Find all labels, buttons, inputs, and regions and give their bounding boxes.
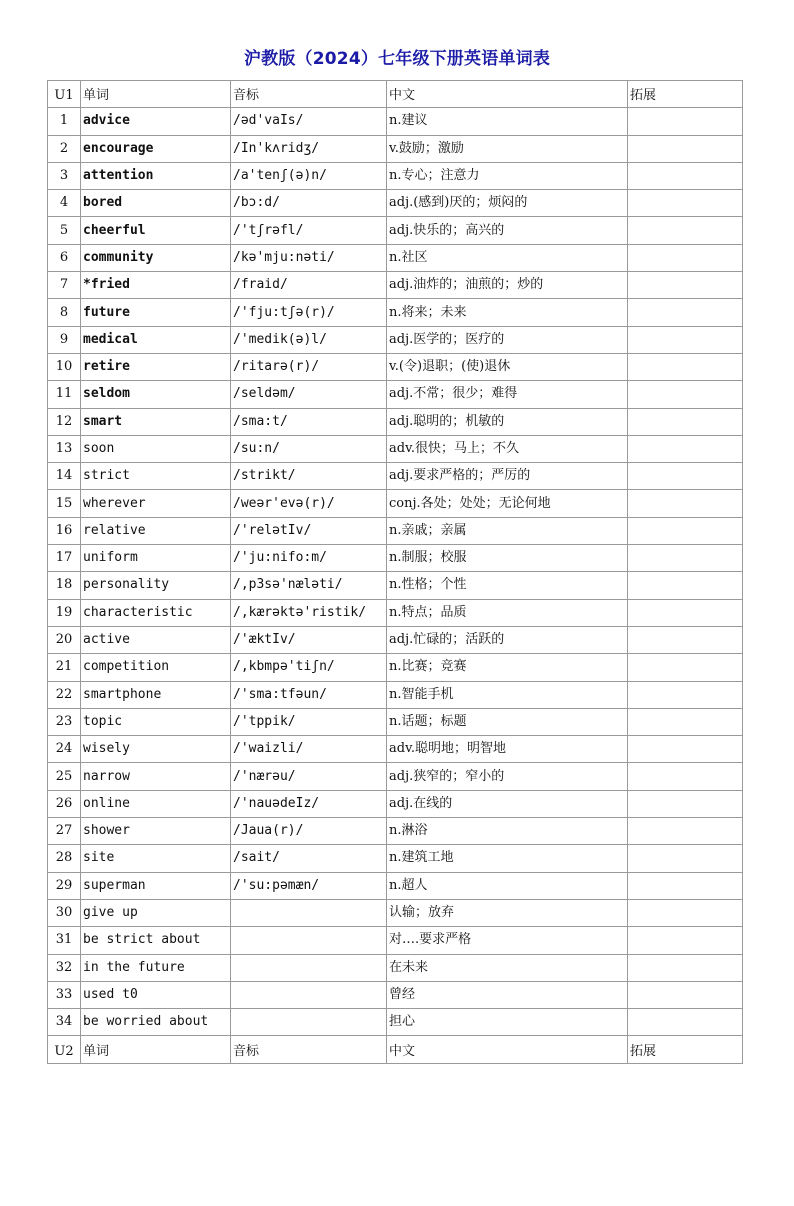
row-number: 28 — [48, 845, 81, 872]
meaning-cell: n.淋浴 — [387, 818, 628, 845]
vocabulary-table — [47, 80, 743, 1064]
table-row — [48, 190, 743, 217]
word-cell: used t0 — [81, 981, 231, 1008]
extension-cell — [628, 517, 743, 544]
extension-cell — [628, 545, 743, 572]
phonetic-cell: /əd'vaIs/ — [231, 108, 387, 135]
meaning-cell: adj.聪明的；机敏的 — [387, 408, 628, 435]
word-cell: characteristic — [81, 599, 231, 626]
extension-cell — [628, 954, 743, 981]
meaning-cell: adj.快乐的；高兴的 — [387, 217, 628, 244]
phonetic-cell: /'fju:tʃə(r)/ — [231, 299, 387, 326]
phonetic-cell: /bɔ:d/ — [231, 190, 387, 217]
meaning-header: 中文 — [387, 81, 628, 108]
meaning-cell: n.专心；注意力 — [387, 162, 628, 189]
extension-cell — [628, 626, 743, 653]
extension-cell — [628, 736, 743, 763]
meaning-cell: n.社区 — [387, 244, 628, 271]
meaning-cell: adj.要求严格的；严厉的 — [387, 463, 628, 490]
meaning-cell: adj.忙碌的；活跃的 — [387, 626, 628, 653]
extension-cell — [628, 217, 743, 244]
extension-cell — [628, 899, 743, 926]
row-number: 18 — [48, 572, 81, 599]
phonetic-cell: /sait/ — [231, 845, 387, 872]
phonetic-cell: /In'kʌridʒ/ — [231, 135, 387, 162]
phonetic-cell: /'su:pəmæn/ — [231, 872, 387, 899]
word-cell: give up — [81, 899, 231, 926]
row-number: 13 — [48, 435, 81, 462]
table-row — [48, 681, 743, 708]
extension-cell — [628, 190, 743, 217]
extension-cell — [628, 708, 743, 735]
meaning-cell: adv.很快；马上；不久 — [387, 435, 628, 462]
meaning-cell: adj.狭窄的；窄小的 — [387, 763, 628, 790]
page-title: 沪教版（2024）七年级下册英语单词表 — [243, 49, 551, 69]
phonetic-cell: /'relətIv/ — [231, 517, 387, 544]
extension-cell — [628, 435, 743, 462]
word-cell: active — [81, 626, 231, 653]
extension-cell — [628, 272, 743, 299]
row-number: 32 — [48, 954, 81, 981]
word-cell: topic — [81, 708, 231, 735]
extension-cell — [628, 1009, 743, 1036]
word-cell: relative — [81, 517, 231, 544]
table-row — [48, 299, 743, 326]
extension-cell — [628, 135, 743, 162]
row-number: 34 — [48, 1009, 81, 1036]
phonetic-cell — [231, 927, 387, 954]
table-row — [48, 244, 743, 271]
meaning-cell: n.比赛；竞赛 — [387, 654, 628, 681]
phonetic-cell: /kə'mju:nəti/ — [231, 244, 387, 271]
row-number: 3 — [48, 162, 81, 189]
row-number: 8 — [48, 299, 81, 326]
table-row — [48, 545, 743, 572]
row-number: 15 — [48, 490, 81, 517]
word-header: 单词 — [81, 81, 231, 108]
phonetic-cell: /fraid/ — [231, 272, 387, 299]
row-number: 7 — [48, 272, 81, 299]
phonetic-header: 音标 — [231, 81, 387, 108]
table-row — [48, 954, 743, 981]
meaning-cell: adj.(感到)厌的；烦闷的 — [387, 190, 628, 217]
table-row — [48, 626, 743, 653]
phonetic-cell: /su:n/ — [231, 435, 387, 462]
word-cell: wisely — [81, 736, 231, 763]
unit-label: U2 — [48, 1036, 81, 1063]
row-number: 1 — [48, 108, 81, 135]
phonetic-cell — [231, 1009, 387, 1036]
word-cell: site — [81, 845, 231, 872]
table-row — [48, 736, 743, 763]
phonetic-cell: /ritarə(r)/ — [231, 353, 387, 380]
extension-cell — [628, 654, 743, 681]
phonetic-cell: /'nauədeIz/ — [231, 790, 387, 817]
table-row — [48, 162, 743, 189]
word-cell: in the future — [81, 954, 231, 981]
row-number: 11 — [48, 381, 81, 408]
meaning-cell: n.特点；品质 — [387, 599, 628, 626]
extension-header: 拓展 — [628, 81, 743, 108]
table-row — [48, 899, 743, 926]
meaning-cell: conj.各处；处处；无论何地 — [387, 490, 628, 517]
table-row — [48, 408, 743, 435]
phonetic-cell: /'tppik/ — [231, 708, 387, 735]
extension-cell — [628, 463, 743, 490]
meaning-cell: adj.油炸的；油煎的；炒的 — [387, 272, 628, 299]
word-cell: superman — [81, 872, 231, 899]
row-number: 23 — [48, 708, 81, 735]
table-row — [48, 981, 743, 1008]
phonetic-cell — [231, 981, 387, 1008]
row-number: 6 — [48, 244, 81, 271]
row-number: 24 — [48, 736, 81, 763]
phonetic-cell: /seldəm/ — [231, 381, 387, 408]
extension-cell — [628, 681, 743, 708]
extension-cell — [628, 818, 743, 845]
row-number: 27 — [48, 818, 81, 845]
extension-cell — [628, 353, 743, 380]
row-number: 20 — [48, 626, 81, 653]
table-row — [48, 353, 743, 380]
row-number: 16 — [48, 517, 81, 544]
row-number: 9 — [48, 326, 81, 353]
meaning-cell: n.制服；校服 — [387, 545, 628, 572]
row-number: 4 — [48, 190, 81, 217]
word-cell: soon — [81, 435, 231, 462]
phonetic-cell: /sma:t/ — [231, 408, 387, 435]
word-cell: medical — [81, 326, 231, 353]
extension-cell — [628, 599, 743, 626]
table-row — [48, 490, 743, 517]
meaning-cell: 在未来 — [387, 954, 628, 981]
word-cell: advice — [81, 108, 231, 135]
row-number: 2 — [48, 135, 81, 162]
meaning-cell: v.(令)退职；(使)退休 — [387, 353, 628, 380]
phonetic-cell: /'ju:nifo:m/ — [231, 545, 387, 572]
word-cell: uniform — [81, 545, 231, 572]
word-cell: competition — [81, 654, 231, 681]
word-header: 单词 — [81, 1036, 231, 1063]
phonetic-cell: /a'tenʃ(ə)n/ — [231, 162, 387, 189]
phonetic-cell: /'tʃrəfl/ — [231, 217, 387, 244]
phonetic-cell: /'æktIv/ — [231, 626, 387, 653]
meaning-cell: adj.医学的；医疗的 — [387, 326, 628, 353]
phonetic-cell: /'sma:tfəun/ — [231, 681, 387, 708]
word-cell: shower — [81, 818, 231, 845]
extension-cell — [628, 244, 743, 271]
row-number: 31 — [48, 927, 81, 954]
meaning-cell: 曾经 — [387, 981, 628, 1008]
phonetic-cell: /'medik(ə)l/ — [231, 326, 387, 353]
word-cell: be worried about — [81, 1009, 231, 1036]
table-row — [48, 708, 743, 735]
word-cell: *fried — [81, 272, 231, 299]
meaning-cell: n.建筑工地 — [387, 845, 628, 872]
meaning-cell: 认输；放弃 — [387, 899, 628, 926]
word-cell: narrow — [81, 763, 231, 790]
row-number: 22 — [48, 681, 81, 708]
row-number: 25 — [48, 763, 81, 790]
word-cell: encourage — [81, 135, 231, 162]
extension-cell — [628, 299, 743, 326]
table-row — [48, 845, 743, 872]
word-cell: community — [81, 244, 231, 271]
extension-cell — [628, 108, 743, 135]
meaning-cell: n.话题；标题 — [387, 708, 628, 735]
meaning-cell: n.智能手机 — [387, 681, 628, 708]
word-cell: online — [81, 790, 231, 817]
table-row — [48, 599, 743, 626]
table-row — [48, 217, 743, 244]
row-number: 10 — [48, 353, 81, 380]
row-number: 5 — [48, 217, 81, 244]
row-number: 14 — [48, 463, 81, 490]
meaning-cell: n.亲戚；亲属 — [387, 517, 628, 544]
row-number: 33 — [48, 981, 81, 1008]
word-cell: bored — [81, 190, 231, 217]
extension-cell — [628, 162, 743, 189]
row-number: 29 — [48, 872, 81, 899]
word-cell: wherever — [81, 490, 231, 517]
word-cell: strict — [81, 463, 231, 490]
table-row — [48, 463, 743, 490]
table-row — [48, 135, 743, 162]
extension-cell — [628, 381, 743, 408]
meaning-cell: 担心 — [387, 1009, 628, 1036]
extension-cell — [628, 981, 743, 1008]
word-cell: attention — [81, 162, 231, 189]
word-cell: retire — [81, 353, 231, 380]
table-row — [48, 763, 743, 790]
word-cell: smart — [81, 408, 231, 435]
word-cell: seldom — [81, 381, 231, 408]
table-row — [48, 872, 743, 899]
extension-cell — [628, 872, 743, 899]
row-number: 30 — [48, 899, 81, 926]
extension-cell — [628, 326, 743, 353]
meaning-cell: adj.不常；很少；难得 — [387, 381, 628, 408]
extension-cell — [628, 927, 743, 954]
table-header-row — [48, 81, 743, 108]
row-number: 17 — [48, 545, 81, 572]
row-number: 12 — [48, 408, 81, 435]
table-row — [48, 381, 743, 408]
word-cell: future — [81, 299, 231, 326]
word-cell: be strict about — [81, 927, 231, 954]
extension-cell — [628, 408, 743, 435]
row-number: 21 — [48, 654, 81, 681]
meaning-cell: 对….要求严格 — [387, 927, 628, 954]
phonetic-cell: /Jaua(r)/ — [231, 818, 387, 845]
word-cell: personality — [81, 572, 231, 599]
meaning-cell: n.性格；个性 — [387, 572, 628, 599]
phonetic-cell: /,kbmpə'tiʃn/ — [231, 654, 387, 681]
table-row — [48, 435, 743, 462]
table-row — [48, 326, 743, 353]
extension-header: 拓展 — [628, 1036, 743, 1063]
table-row — [48, 1009, 743, 1036]
next-unit-header-row — [48, 1036, 743, 1063]
meaning-cell: n.超人 — [387, 872, 628, 899]
row-number: 26 — [48, 790, 81, 817]
extension-cell — [628, 845, 743, 872]
table-row — [48, 654, 743, 681]
phonetic-cell — [231, 899, 387, 926]
phonetic-cell: /'nærəu/ — [231, 763, 387, 790]
meaning-cell: adj.在线的 — [387, 790, 628, 817]
meaning-header: 中文 — [387, 1036, 628, 1063]
phonetic-cell: /weər'evə(r)/ — [231, 490, 387, 517]
meaning-cell: n.将来；未来 — [387, 299, 628, 326]
phonetic-header: 音标 — [231, 1036, 387, 1063]
extension-cell — [628, 490, 743, 517]
table-row — [48, 818, 743, 845]
phonetic-cell: /,p3sə'næləti/ — [231, 572, 387, 599]
word-cell: cheerful — [81, 217, 231, 244]
table-row — [48, 927, 743, 954]
row-number: 19 — [48, 599, 81, 626]
unit-label: U1 — [48, 81, 81, 108]
table-row — [48, 272, 743, 299]
table-row — [48, 790, 743, 817]
phonetic-cell — [231, 954, 387, 981]
phonetic-cell: /strikt/ — [231, 463, 387, 490]
meaning-cell: adv.聪明地；明智地 — [387, 736, 628, 763]
extension-cell — [628, 790, 743, 817]
table-row — [48, 517, 743, 544]
extension-cell — [628, 763, 743, 790]
phonetic-cell: /,kærəktə'ristik/ — [231, 599, 387, 626]
meaning-cell: n.建议 — [387, 108, 628, 135]
extension-cell — [628, 572, 743, 599]
table-row — [48, 572, 743, 599]
meaning-cell: v.鼓励；激励 — [387, 135, 628, 162]
table-row — [48, 108, 743, 135]
word-cell: smartphone — [81, 681, 231, 708]
phonetic-cell: /'waizli/ — [231, 736, 387, 763]
